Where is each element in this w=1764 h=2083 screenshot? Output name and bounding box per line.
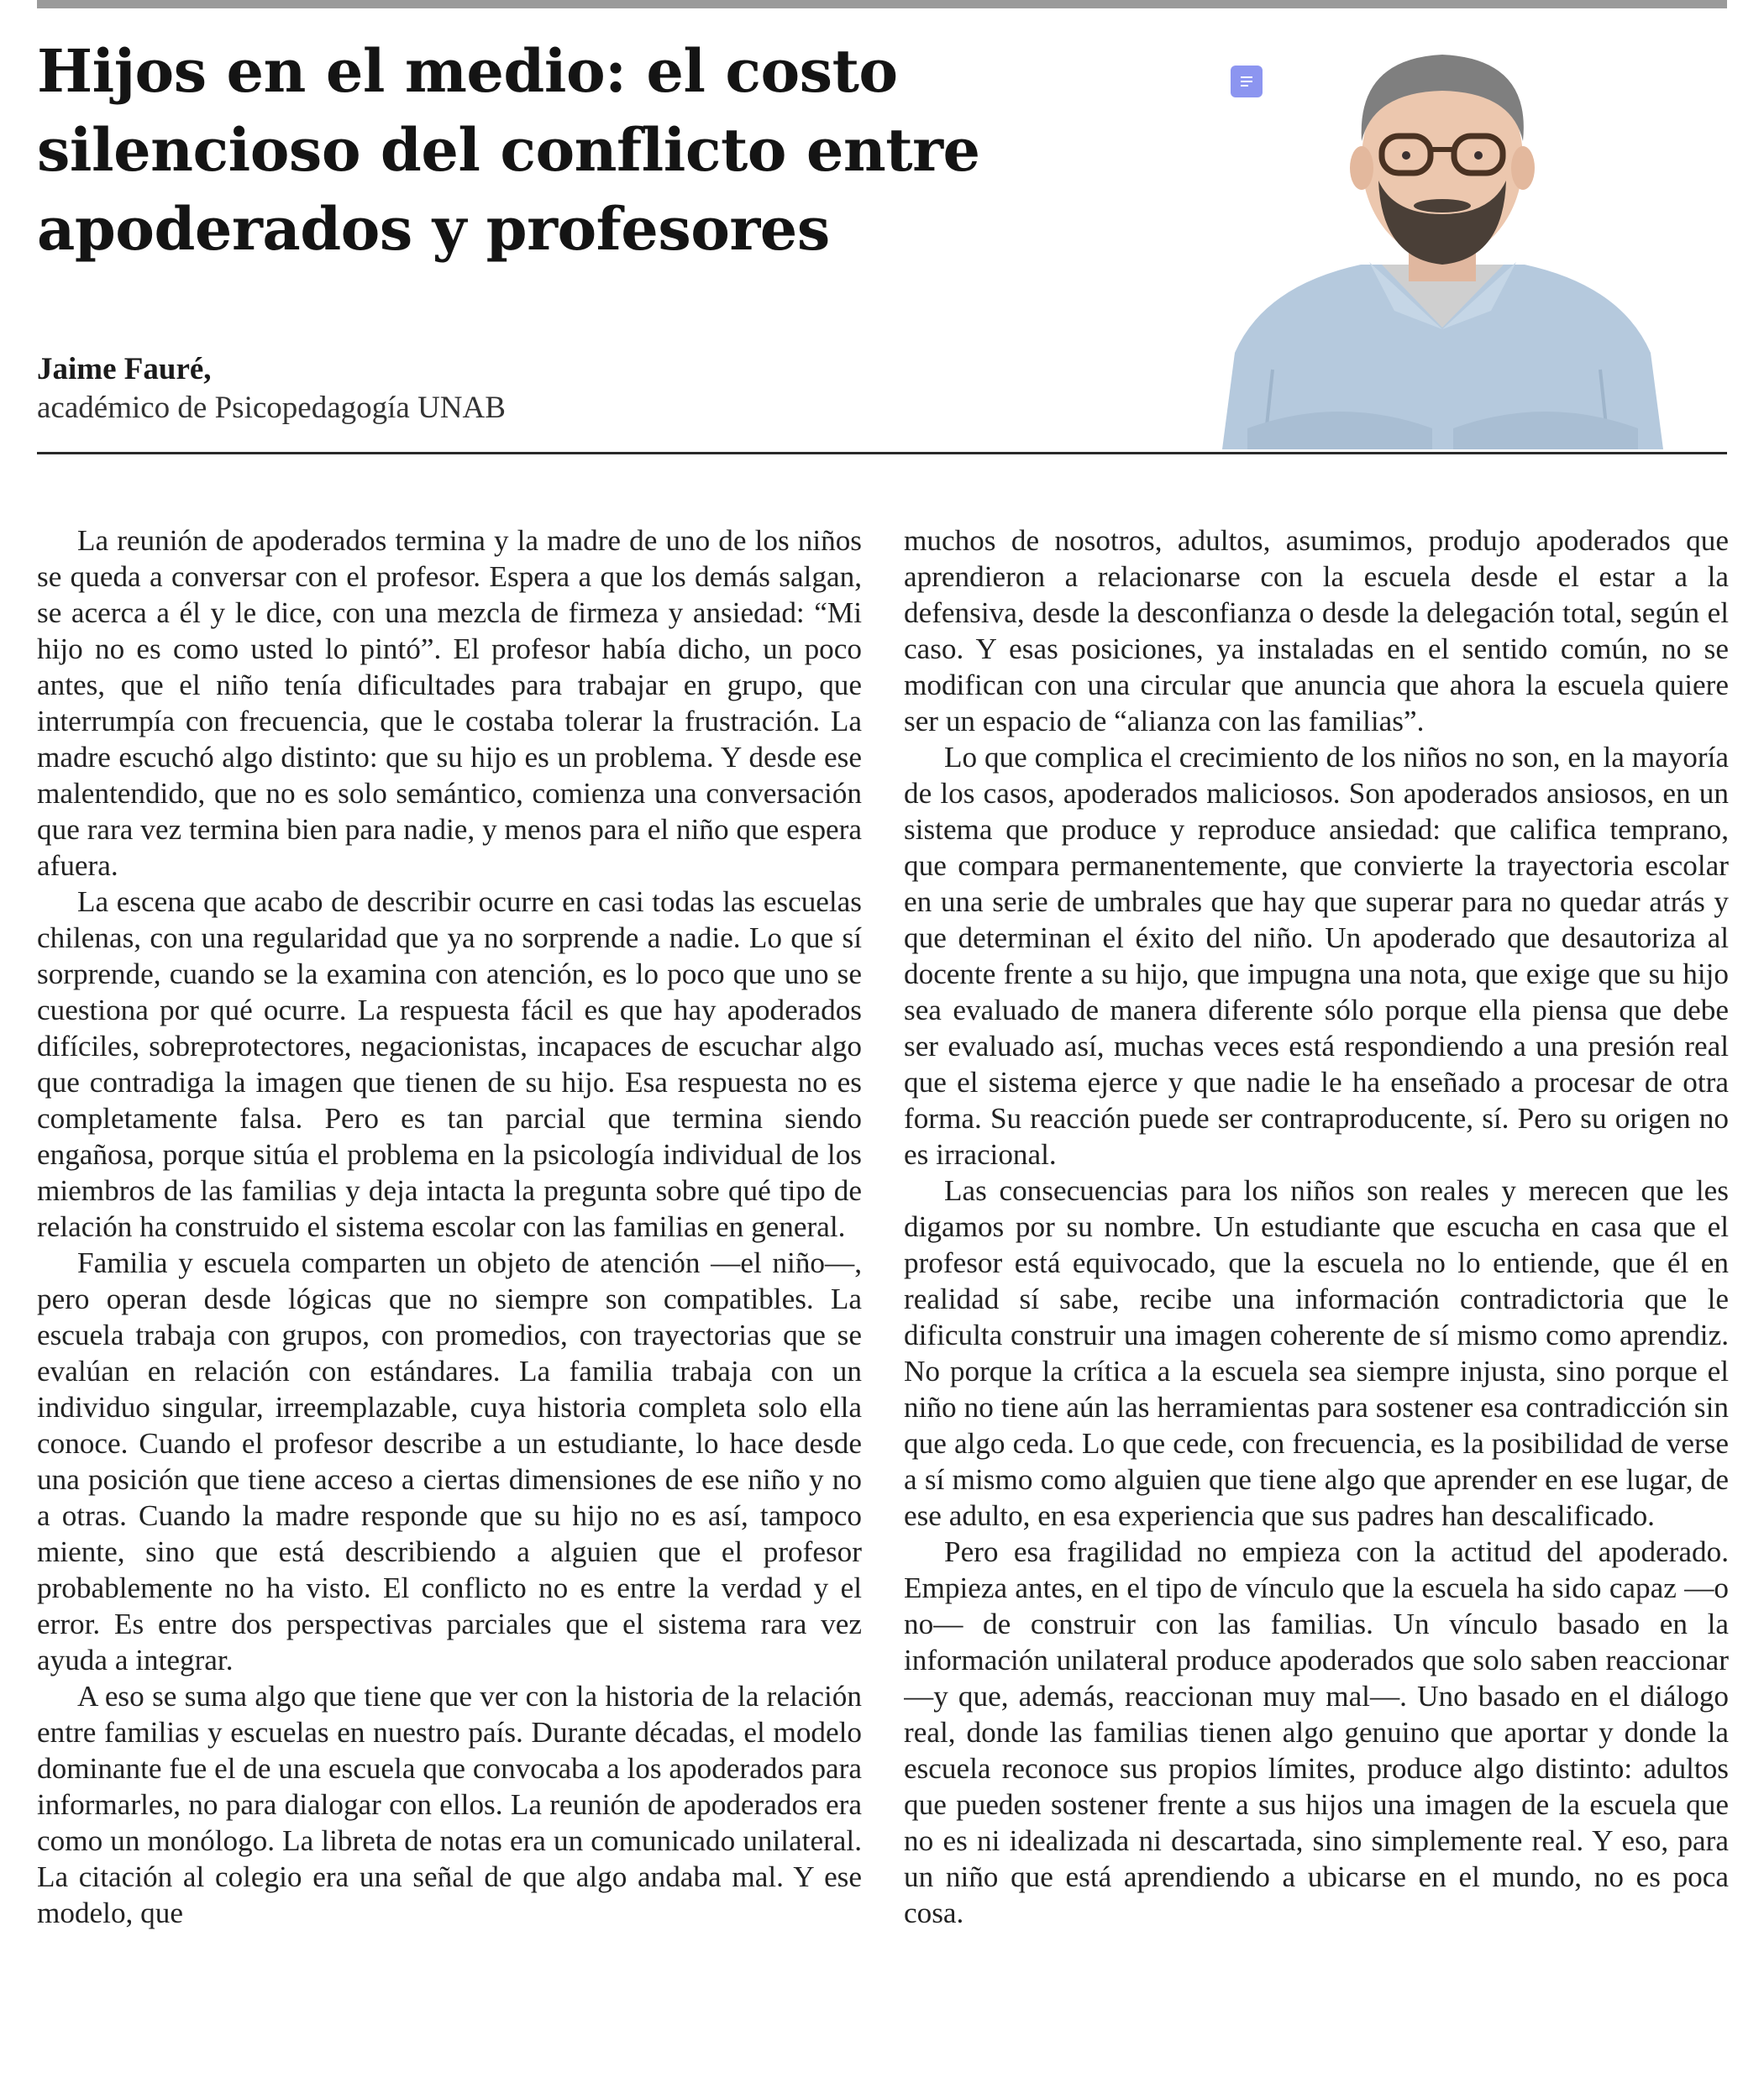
- author-name: Jaime Fauré,: [37, 352, 212, 386]
- author-role: académico de Psicopedagogía UNAB: [37, 391, 506, 425]
- body-paragraph: A eso se suma algo que tiene que ver con la historia de la relación entre familias y escuelas en nuestro país. Durante décadas, el modelo dominante fue el de una escuela que convocaba a los apoderados para informarles, no para dialogar con ellos. La reunión de apoderados era como un monólogo. La libreta de notas era un comunicado unilateral. La citación al colegio era una señal de que algo andaba mal. Y ese modelo, que: [37, 1680, 862, 1929]
- body-paragraph: muchos de nosotros, adultos, asumimos, produjo apoderados que aprendieron a relacionarse con la escuela desde el estar a la defensiva, desde la desconfianza o desde la delegación total, según el caso. Y esas posiciones, ya instaladas en el sentido común, no se modifican con una circular que anuncia que ahora la escuela quiere ser un espacio de “alianza con las familias”.: [904, 524, 1729, 737]
- body-paragraph: La reunión de apoderados termina y la madre de uno de los niños se queda a conversar con el profesor. Espera a que los demás salgan, se acerca a él y le dice, con una mezcla de firmeza y ansiedad: “Mi hijo no es como usted lo pintó”. El profesor había dicho, un poco antes, que el niño tenía dificultades para trabajar en grupo, que interrumpía con frecuencia, que le costaba tolerar la frustración. La madre escuchó algo distinto: que su hijo es un problema. Y desde ese malentendido, que no es solo semántico, comienza una conversación que rara vez termina bien para nadie, y menos para el niño que espera afuera.: [37, 524, 862, 882]
- header-divider: [37, 452, 1727, 454]
- body-paragraph: Familia y escuela comparten un objeto de atención —el niño—, pero operan desde lógicas que no siempre son compatibles. La escuela trabaja con grupos, con promedios, con trayectorias que se evalúan en relación con estándares. La familia trabaja con un individuo singular, irreemplazable, cuya historia completa solo ella conoce. Cuando el profesor describe a un estudiante, lo hace desde una posición que tiene acceso a ciertas dimensiones de ese niño y no a otras. Cuando la madre responde que su hijo no es así, tampoco miente, sino que está describiendo a alguien que el profesor probablemente no ha visto. El conflicto no es entre la verdad y el error. Es entre dos perspectivas parciales que el sistema rara vez ayuda a integrar.: [37, 1246, 862, 1676]
- article-column-left: [37, 522, 862, 2051]
- body-paragraph: Lo que complica el crecimiento de los niños no son, en la mayoría de los casos, apoderados maliciosos. Son apoderados ansiosos, en un sistema que produce y reproduce ansiedad: que califica temprano, que compara permanentemente, que convierte la trayectoria escolar en una serie de umbrales que hay que superar para no quedar atrás y que determinan el éxito del niño. Un apoderado que desautoriza al docente frente a su hijo, que impugna una nota, que exige que su hijo sea evaluado de manera diferente sólo porque ella piensa que debe ser evaluado así, muchas veces está respondiendo a una presión real que el sistema ejerce y que nadie le ha enseñado a procesar de otra forma. Su reacción puede ser contraproducente, sí. Pero su origen no es irracional.: [904, 741, 1729, 1171]
- top-rule: [37, 0, 1727, 8]
- body-paragraph: Las consecuencias para los niños son reales y merecen que les digamos por su nombre. Un estudiante que escucha en casa que el profesor está equivocado, que la escuela no lo entiende, que él en realidad sí sabe, recibe una información contradictoria que le dificulta construir una imagen coherente de sí mismo como aprendiz. No porque la crítica a la escuela sea siempre injusta, sino porque el niño no tiene aún las herramientas para sostener esa contradicción sin que algo ceda. Lo que cede, con frecuencia, es la posibilidad de verse a sí mismo como alguien que tiene algo que aprender en ese lugar, de ese adulto, en esa experiencia que sus padres han descalificado.: [904, 1174, 1729, 1532]
- body-paragraph: La escena que acabo de describir ocurre en casi todas las escuelas chilenas, con una regularidad que ya no sorprende a nadie. Lo que sí sorprende, cuando se la examina con atención, es lo poco que uno se cuestiona por qué ocurre. La respuesta fácil es que hay apoderados difíciles, sobreprotectores, negacionistas, incapaces de escuchar algo que contradiga la imagen que tienen de su hijo. Esa respuesta no es completamente falsa. Pero es tan parcial que termina siendo engañosa, porque sitúa el problema en la psicología individual de los miembros de las familias y deja intacta la pregunta sobre qué tipo de relación ha construido el sistema escolar con las familias en general.: [37, 885, 862, 1243]
- article-column-right: [904, 522, 1729, 2051]
- headline: Hijos en el medio: el costo silencioso del conflicto entre apoderados y profesores: [37, 36, 980, 264]
- body-paragraph: Pero esa fragilidad no empieza con la actitud del apoderado. Empieza antes, en el tipo de vínculo que la escuela ha sido capaz —o no— de construir con las familias. Un vínculo basado en la información unilateral produce apoderados que solo saben reaccionar —y que, además, reaccionan muy mal—. Uno basado en el diálogo real, donde las familias tienen algo genuino que aportar y donde la escuela reconoce sus propios límites, produce algo distinto: adultos que pueden sostener frente a sus hijos una imagen de la escuela que no es ni idealizada ni descartada, sino simplemente real. Y eso, para un niño que está aprendiendo a ubicarse en el mundo, no es poca cosa.: [904, 1535, 1729, 1929]
- author-portrait: [1214, 34, 1672, 449]
